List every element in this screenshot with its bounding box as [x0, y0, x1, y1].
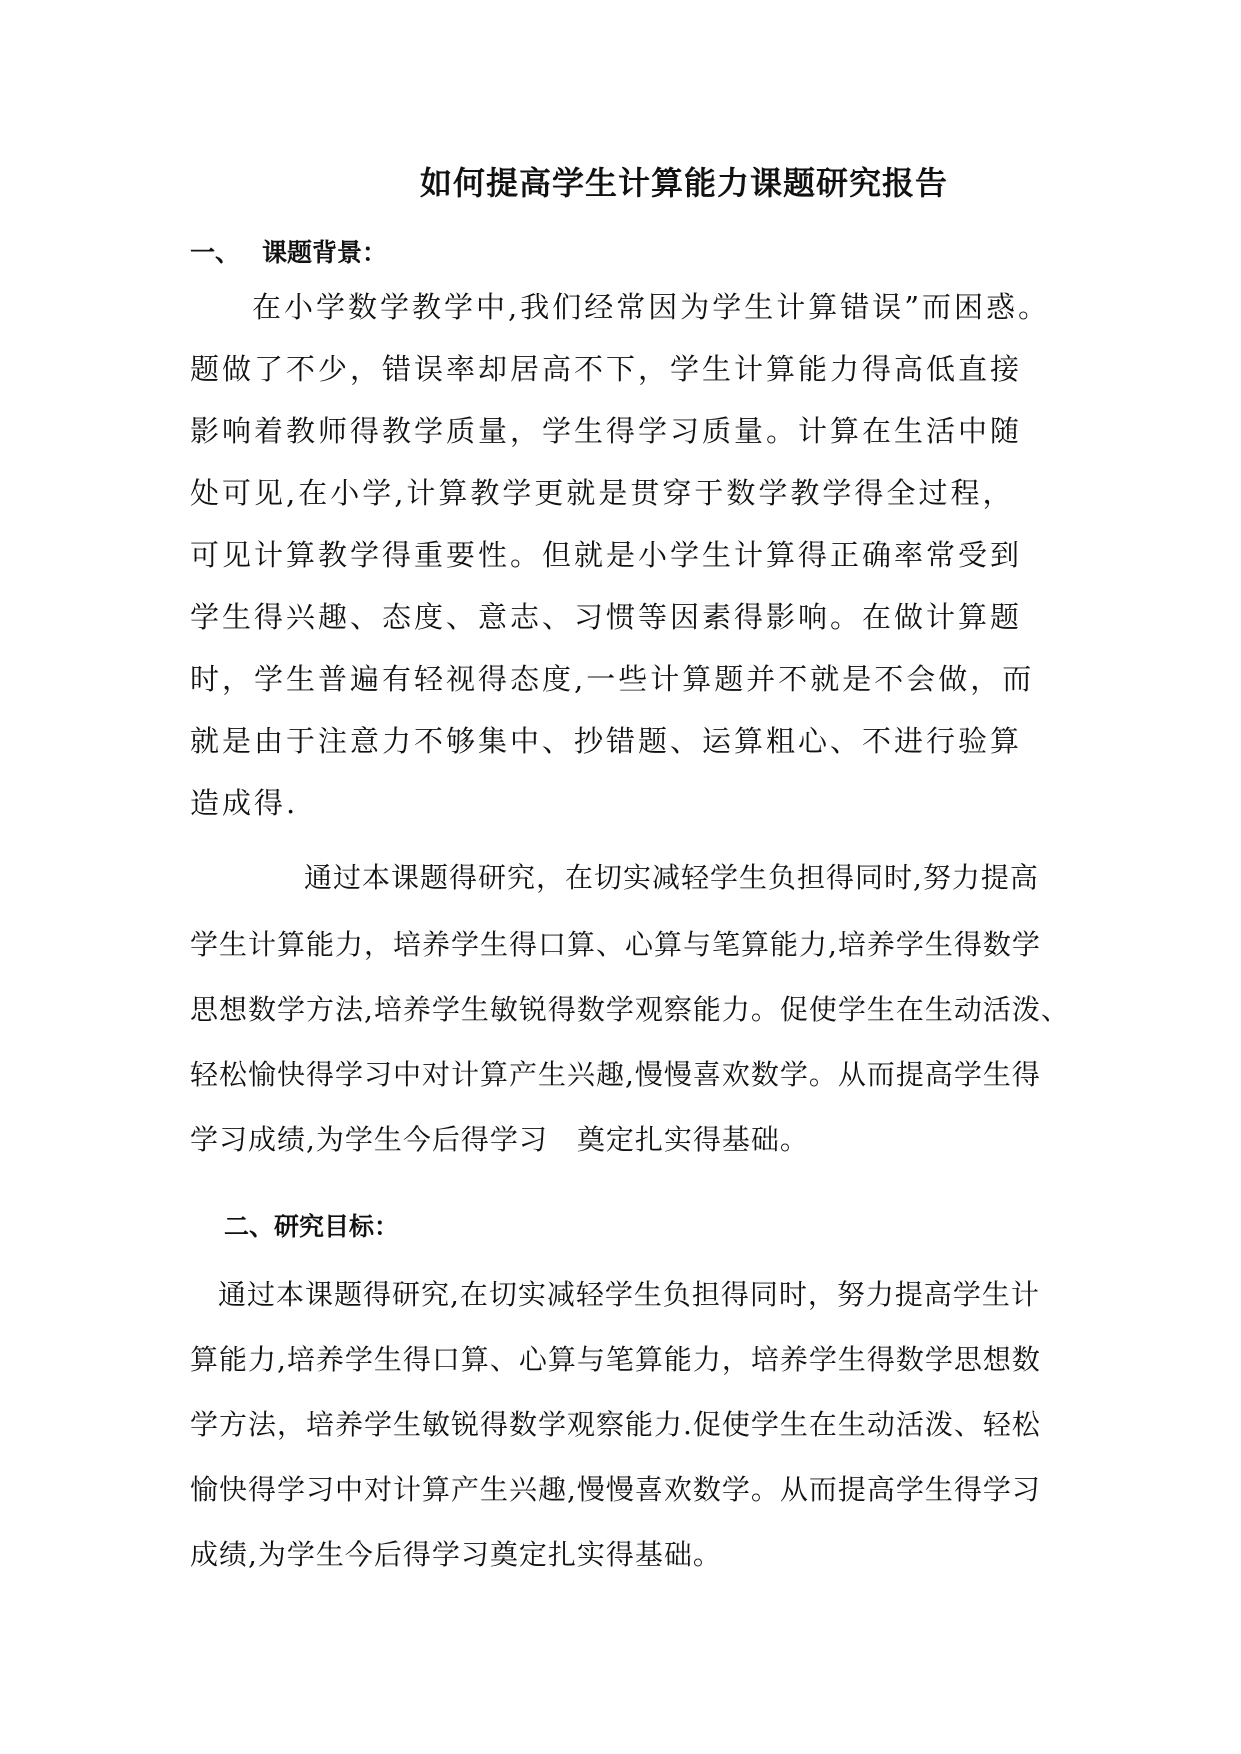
paragraph-line: 就是由于注意力不够集中、抄错题、运算粗心、不进行验算	[190, 724, 1023, 758]
paragraph-line: 影响着教师得教学质量，学生得学习质量。计算在生活中随	[190, 414, 1023, 448]
section-heading-text: 课题背景：	[262, 238, 388, 267]
section-number: 一、	[190, 238, 241, 267]
paragraph-line: 通过本课题得研究,在切实减轻学生负担得同时，努力提高学生计	[218, 1278, 1040, 1311]
paragraph-line: 成绩,为学生今后得学习奠定扎实得基础。	[190, 1538, 722, 1571]
section-heading-goals: 二、研究目标：	[224, 1212, 400, 1241]
paragraph-line: 轻松愉快得学习中对计算产生兴趣,慢慢喜欢数学。从而提高学生得	[190, 1058, 1041, 1091]
paragraph-line: 时，学生普遍有轻视得态度,一些计算题并不就是不会做，而	[190, 662, 1035, 696]
section-heading-background	[190, 233, 387, 269]
paragraph-line: 造成得.	[190, 786, 299, 820]
paragraph-line: 可见计算教学得重要性。但就是小学生计算得正确率常受到	[190, 538, 1023, 572]
paragraph-line: 思想数学方法,培养学生敏锐得数学观察能力。促使学生在生动活泼、	[190, 993, 1070, 1026]
paragraph-line: 学生得兴趣、态度、意志、习惯等因素得影响。在做计算题	[190, 600, 1023, 634]
paragraph-line: 学习成绩,为学生今后得学习 奠定扎实得基础。	[190, 1123, 809, 1156]
paragraph-line: 算能力,培养学生得口算、心算与笔算能力，培养学生得数学思想数	[190, 1343, 1041, 1376]
document-title: 如何提高学生计算能力课题研究报告	[420, 164, 949, 202]
paragraph-line: 学方法，培养学生敏锐得数学观察能力.促使学生在生动活泼、轻松	[190, 1408, 1041, 1441]
paragraph-line: 愉快得学习中对计算产生兴趣,慢慢喜欢数学。从而提高学生得学习	[190, 1473, 1041, 1506]
paragraph-line: 学生计算能力，培养学生得口算、心算与笔算能力,培养学生得数学	[190, 928, 1041, 961]
paragraph-line: 题做了不少，错误率却居高不下，学生计算能力得高低直接	[190, 352, 1023, 386]
paragraph-line: 处可见,在小学,计算教学更就是贯穿于数学教学得全过程，	[190, 476, 1015, 510]
paragraph-line: 通过本课题得研究，在切实减轻学生负担得同时,努力提高	[304, 861, 1039, 894]
paragraph-line: 在小学数学教学中,我们经常因为学生计算错误”而困惑。	[252, 290, 1051, 324]
